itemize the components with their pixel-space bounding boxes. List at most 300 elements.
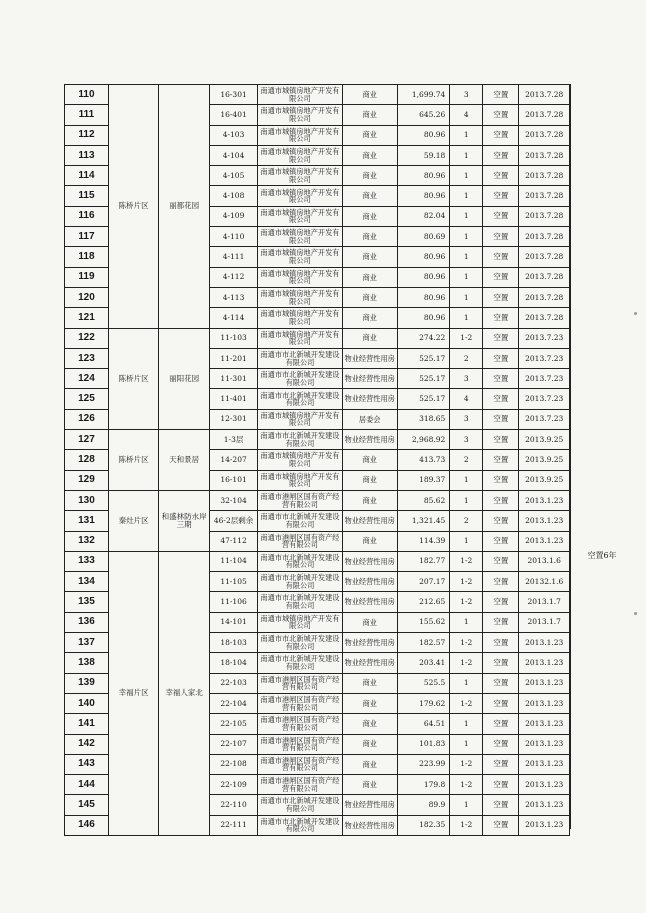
room-cell: 22-109	[209, 775, 257, 795]
room-cell: 4-104	[209, 145, 257, 165]
table-row	[65, 328, 570, 348]
room-cell: 11-401	[209, 389, 257, 409]
row-number: 146	[65, 815, 109, 835]
status-cell: 空置	[483, 490, 519, 510]
area-cell: 80.96	[397, 287, 450, 307]
room-cell: 4-114	[209, 308, 257, 328]
owner-cell: 南通市城镇房地产开发有限公司	[258, 328, 343, 348]
status-cell: 空置	[483, 227, 519, 247]
floor-cell: 1	[450, 531, 483, 551]
room-cell: 16-101	[209, 470, 257, 490]
owner-cell: 南通市港闸区国有资产经营有限公司	[258, 754, 343, 774]
owner-cell: 南通市市北新城开发建设有限公司	[258, 511, 343, 531]
date-cell: 2013.7.23	[519, 409, 570, 429]
usage-cell: 商业	[342, 673, 397, 693]
property-table	[64, 84, 570, 836]
usage-cell: 物业经营性用房	[342, 592, 397, 612]
status-cell: 空置	[483, 125, 519, 145]
area-cell: 189.37	[397, 470, 450, 490]
date-cell: 2013.1.23	[519, 673, 570, 693]
owner-cell: 南通市城镇房地产开发有限公司	[258, 308, 343, 328]
area-cell: 80.69	[397, 227, 450, 247]
owner-cell: 南通市港闸区国有资产经营有限公司	[258, 734, 343, 754]
date-cell: 2013.7.23	[519, 348, 570, 368]
floor-cell: 2	[450, 450, 483, 470]
row-number: 139	[65, 673, 109, 693]
floor-cell: 1	[450, 734, 483, 754]
owner-cell: 南通市城镇房地产开发有限公司	[258, 206, 343, 226]
date-cell: 2013.9.25	[519, 430, 570, 450]
floor-cell: 1-2	[450, 592, 483, 612]
date-cell: 2013.1.23	[519, 490, 570, 510]
floor-cell: 3	[450, 430, 483, 450]
floor-cell: 3	[450, 369, 483, 389]
floor-cell: 1-2	[450, 328, 483, 348]
date-cell: 2013.7.23	[519, 328, 570, 348]
room-cell: 11-106	[209, 592, 257, 612]
area-cell: 80.96	[397, 186, 450, 206]
area-cell: 182.35	[397, 815, 450, 835]
area-cell: 223.99	[397, 754, 450, 774]
floor-cell: 1	[450, 714, 483, 734]
owner-cell: 南通市市北新城开发建设有限公司	[258, 653, 343, 673]
table-row	[65, 551, 570, 571]
status-cell: 空置	[483, 673, 519, 693]
status-cell: 空置	[483, 186, 519, 206]
owner-cell: 南通市港闸区国有资产经营有限公司	[258, 693, 343, 713]
usage-cell: 商业	[342, 186, 397, 206]
room-cell: 11-103	[209, 328, 257, 348]
floor-cell: 1	[450, 186, 483, 206]
usage-cell: 商业	[342, 105, 397, 125]
status-cell: 空置	[483, 145, 519, 165]
remark-text: 空置6年	[587, 551, 617, 560]
owner-cell: 南通市城镇房地产开发有限公司	[258, 145, 343, 165]
area-cell: 318.65	[397, 409, 450, 429]
room-cell: 4-113	[209, 287, 257, 307]
date-cell: 2013.1.23	[519, 754, 570, 774]
usage-cell: 物业经营性用房	[342, 551, 397, 571]
room-cell: 4-105	[209, 166, 257, 186]
area-cell: 179.62	[397, 693, 450, 713]
room-cell: 1-3层	[209, 430, 257, 450]
area-cell: 64.51	[397, 714, 450, 734]
date-cell: 2013.7.28	[519, 145, 570, 165]
status-cell: 空置	[483, 511, 519, 531]
room-cell: 4-111	[209, 247, 257, 267]
usage-cell: 商业	[342, 470, 397, 490]
row-number: 122	[65, 328, 109, 348]
status-cell: 空置	[483, 267, 519, 287]
usage-cell: 商业	[342, 531, 397, 551]
usage-cell: 商业	[342, 450, 397, 470]
row-number: 116	[65, 206, 109, 226]
date-cell: 2013.7.28	[519, 166, 570, 186]
date-cell: 2013.1.7	[519, 592, 570, 612]
usage-cell: 商业	[342, 308, 397, 328]
owner-cell: 南通市港闸区国有资产经营有限公司	[258, 490, 343, 510]
area-cell: 82.04	[397, 206, 450, 226]
area-cell: 114.39	[397, 531, 450, 551]
owner-cell: 南通市市北新城开发建设有限公司	[258, 592, 343, 612]
date-cell: 2013.7.28	[519, 105, 570, 125]
owner-cell: 南通市市北新城开发建设有限公司	[258, 815, 343, 835]
row-number: 143	[65, 754, 109, 774]
row-number: 119	[65, 267, 109, 287]
usage-cell: 物业经营性用房	[342, 633, 397, 653]
status-cell: 空置	[483, 105, 519, 125]
area-cell: 80.96	[397, 267, 450, 287]
remark-column	[570, 84, 633, 829]
district-cell: 陈桥片区	[108, 328, 159, 429]
room-cell: 14-101	[209, 612, 257, 632]
row-number: 142	[65, 734, 109, 754]
area-cell: 80.96	[397, 308, 450, 328]
row-number: 131	[65, 511, 109, 531]
area-cell: 525.17	[397, 369, 450, 389]
usage-cell: 物业经营性用房	[342, 815, 397, 835]
project-cell: 天和景居	[159, 430, 210, 491]
owner-cell: 南通市城镇房地产开发有限公司	[258, 105, 343, 125]
status-cell: 空置	[483, 714, 519, 734]
status-cell: 空置	[483, 308, 519, 328]
area-cell: 413.73	[397, 450, 450, 470]
usage-cell: 居委会	[342, 409, 397, 429]
usage-cell: 商业	[342, 754, 397, 774]
date-cell: 2013.1.6	[519, 551, 570, 571]
row-number: 123	[65, 348, 109, 368]
owner-cell: 南通市市北新城开发建设有限公司	[258, 633, 343, 653]
area-cell: 80.96	[397, 247, 450, 267]
room-cell: 32-104	[209, 490, 257, 510]
usage-cell: 商业	[342, 693, 397, 713]
area-cell: 207.17	[397, 572, 450, 592]
row-number: 138	[65, 653, 109, 673]
floor-cell: 1	[450, 267, 483, 287]
date-cell: 2013.7.28	[519, 267, 570, 287]
row-number: 127	[65, 430, 109, 450]
floor-cell: 1	[450, 490, 483, 510]
owner-cell: 南通市城镇房地产开发有限公司	[258, 166, 343, 186]
owner-cell: 南通市城镇房地产开发有限公司	[258, 470, 343, 490]
row-number: 125	[65, 389, 109, 409]
date-cell: 2013.7.28	[519, 186, 570, 206]
usage-cell: 物业经营性用房	[342, 572, 397, 592]
date-cell: 20132.1.6	[519, 572, 570, 592]
owner-cell: 南通市城镇房地产开发有限公司	[258, 247, 343, 267]
date-cell: 2013.1.23	[519, 633, 570, 653]
floor-cell: 1	[450, 673, 483, 693]
owner-cell: 南通市市北新城开发建设有限公司	[258, 572, 343, 592]
date-cell: 2013.1.23	[519, 775, 570, 795]
project-cell: 丽阳花园	[159, 328, 210, 429]
status-cell: 空置	[483, 531, 519, 551]
row-number: 136	[65, 612, 109, 632]
row-number: 130	[65, 490, 109, 510]
row-number: 144	[65, 775, 109, 795]
usage-cell: 商业	[342, 287, 397, 307]
usage-cell: 物业经营性用房	[342, 511, 397, 531]
room-cell: 11-301	[209, 369, 257, 389]
area-cell: 179.8	[397, 775, 450, 795]
floor-cell: 1	[450, 247, 483, 267]
usage-cell: 物业经营性用房	[342, 348, 397, 368]
usage-cell: 商业	[342, 247, 397, 267]
room-cell: 4-110	[209, 227, 257, 247]
owner-cell: 南通市城镇房地产开发有限公司	[258, 612, 343, 632]
usage-cell: 商业	[342, 734, 397, 754]
status-cell: 空置	[483, 389, 519, 409]
area-cell: 80.96	[397, 125, 450, 145]
room-cell: 4-109	[209, 206, 257, 226]
row-number: 132	[65, 531, 109, 551]
owner-cell: 南通市城镇房地产开发有限公司	[258, 85, 343, 105]
area-cell: 80.96	[397, 166, 450, 186]
floor-cell: 1	[450, 308, 483, 328]
floor-cell: 1	[450, 612, 483, 632]
owner-cell: 南通市市北新城开发建设有限公司	[258, 795, 343, 815]
area-cell: 1,699.74	[397, 85, 450, 105]
owner-cell: 南通市港闸区国有资产经营有限公司	[258, 673, 343, 693]
usage-cell: 物业经营性用房	[342, 369, 397, 389]
status-cell: 空置	[483, 754, 519, 774]
usage-cell: 商业	[342, 125, 397, 145]
room-cell: 11-104	[209, 551, 257, 571]
floor-cell: 1-2	[450, 775, 483, 795]
area-cell: 525.17	[397, 348, 450, 368]
area-cell: 212.65	[397, 592, 450, 612]
status-cell: 空置	[483, 633, 519, 653]
status-cell: 空置	[483, 592, 519, 612]
date-cell: 2013.7.28	[519, 125, 570, 145]
usage-cell: 商业	[342, 206, 397, 226]
floor-cell: 3	[450, 409, 483, 429]
owner-cell: 南通市城镇房地产开发有限公司	[258, 287, 343, 307]
date-cell: 2013.7.28	[519, 227, 570, 247]
usage-cell: 商业	[342, 166, 397, 186]
date-cell: 2013.7.28	[519, 247, 570, 267]
floor-cell: 4	[450, 105, 483, 125]
district-cell: 陈桥片区	[108, 85, 159, 329]
owner-cell: 南通市市北新城开发建设有限公司	[258, 348, 343, 368]
status-cell: 空置	[483, 612, 519, 632]
floor-cell: 1-2	[450, 693, 483, 713]
room-cell: 4-112	[209, 267, 257, 287]
room-cell: 46-2层剩余	[209, 511, 257, 531]
project-cell: 和盛林防水岸三期	[159, 490, 210, 551]
status-cell: 空置	[483, 734, 519, 754]
table-body	[65, 85, 570, 836]
date-cell: 2013.1.23	[519, 531, 570, 551]
room-cell: 18-104	[209, 653, 257, 673]
status-cell: 空置	[483, 450, 519, 470]
owner-cell: 南通市城镇房地产开发有限公司	[258, 267, 343, 287]
room-cell: 22-110	[209, 795, 257, 815]
room-cell: 22-103	[209, 673, 257, 693]
area-cell: 155.62	[397, 612, 450, 632]
usage-cell: 商业	[342, 227, 397, 247]
row-number: 140	[65, 693, 109, 713]
date-cell: 2013.1.23	[519, 815, 570, 835]
status-cell: 空置	[483, 166, 519, 186]
area-cell: 2,968.92	[397, 430, 450, 450]
status-cell: 空置	[483, 348, 519, 368]
floor-cell: 1	[450, 227, 483, 247]
area-cell: 645.26	[397, 105, 450, 125]
room-cell: 22-108	[209, 754, 257, 774]
floor-cell: 3	[450, 85, 483, 105]
owner-cell: 南通市城镇房地产开发有限公司	[258, 227, 343, 247]
owner-cell: 南通市市北新城开发建设有限公司	[258, 389, 343, 409]
row-number: 114	[65, 166, 109, 186]
scan-dot	[634, 612, 637, 615]
table-row	[65, 490, 570, 510]
room-cell: 12-301	[209, 409, 257, 429]
area-cell: 1,321.45	[397, 511, 450, 531]
area-cell: 59.18	[397, 145, 450, 165]
status-cell: 空置	[483, 85, 519, 105]
row-number: 110	[65, 85, 109, 105]
date-cell: 2013.1.23	[519, 693, 570, 713]
status-cell: 空置	[483, 693, 519, 713]
status-cell: 空置	[483, 653, 519, 673]
room-cell: 4-103	[209, 125, 257, 145]
room-cell: 4-108	[209, 186, 257, 206]
row-number: 121	[65, 308, 109, 328]
usage-cell: 物业经营性用房	[342, 430, 397, 450]
date-cell: 2013.7.28	[519, 85, 570, 105]
floor-cell: 1-2	[450, 551, 483, 571]
row-number: 145	[65, 795, 109, 815]
usage-cell: 商业	[342, 145, 397, 165]
status-cell: 空置	[483, 247, 519, 267]
usage-cell: 物业经营性用房	[342, 795, 397, 815]
usage-cell: 物业经营性用房	[342, 653, 397, 673]
floor-cell: 2	[450, 348, 483, 368]
project-cell: 幸福人家北	[159, 551, 210, 835]
owner-cell: 南通市城镇房地产开发有限公司	[258, 409, 343, 429]
status-cell: 空置	[483, 470, 519, 490]
room-cell: 11-201	[209, 348, 257, 368]
floor-cell: 1	[450, 795, 483, 815]
room-cell: 18-103	[209, 633, 257, 653]
date-cell: 2013.1.23	[519, 795, 570, 815]
row-number: 120	[65, 287, 109, 307]
room-cell: 22-111	[209, 815, 257, 835]
area-cell: 525.17	[397, 389, 450, 409]
usage-cell: 商业	[342, 612, 397, 632]
status-cell: 空置	[483, 572, 519, 592]
floor-cell: 1-2	[450, 633, 483, 653]
area-cell: 101.83	[397, 734, 450, 754]
usage-cell: 商业	[342, 328, 397, 348]
area-cell: 203.41	[397, 653, 450, 673]
district-cell: 幸福片区	[108, 551, 159, 835]
floor-cell: 1	[450, 125, 483, 145]
row-number: 112	[65, 125, 109, 145]
row-number: 124	[65, 369, 109, 389]
date-cell: 2013.7.28	[519, 308, 570, 328]
room-cell: 47-112	[209, 531, 257, 551]
scan-dot	[634, 312, 637, 315]
row-number: 133	[65, 551, 109, 571]
row-number: 113	[65, 145, 109, 165]
room-cell: 16-401	[209, 105, 257, 125]
usage-cell: 商业	[342, 85, 397, 105]
row-number: 111	[65, 105, 109, 125]
room-cell: 16-301	[209, 85, 257, 105]
date-cell: 2013.1.23	[519, 714, 570, 734]
date-cell: 2013.1.23	[519, 734, 570, 754]
floor-cell: 1	[450, 287, 483, 307]
row-number: 141	[65, 714, 109, 734]
owner-cell: 南通市港闸区国有资产经营有限公司	[258, 775, 343, 795]
owner-cell: 南通市市北新城开发建设有限公司	[258, 430, 343, 450]
status-cell: 空置	[483, 775, 519, 795]
status-cell: 空置	[483, 287, 519, 307]
status-cell: 空置	[483, 328, 519, 348]
room-cell: 22-107	[209, 734, 257, 754]
owner-cell: 南通市港闸区国有资产经营有限公司	[258, 714, 343, 734]
area-cell: 274.22	[397, 328, 450, 348]
owner-cell: 南通市市北新城开发建设有限公司	[258, 551, 343, 571]
usage-cell: 商业	[342, 267, 397, 287]
room-cell: 22-104	[209, 693, 257, 713]
status-cell: 空置	[483, 430, 519, 450]
date-cell: 2013.7.23	[519, 369, 570, 389]
row-number: 129	[65, 470, 109, 490]
floor-cell: 2	[450, 511, 483, 531]
floor-cell: 1-2	[450, 754, 483, 774]
area-cell: 182.77	[397, 551, 450, 571]
area-cell: 182.57	[397, 633, 450, 653]
project-cell: 丽都花园	[159, 85, 210, 329]
table-row	[65, 85, 570, 105]
row-number: 118	[65, 247, 109, 267]
status-cell: 空置	[483, 815, 519, 835]
floor-cell: 1	[450, 470, 483, 490]
floor-cell: 1-2	[450, 815, 483, 835]
date-cell: 2013.9.25	[519, 450, 570, 470]
usage-cell: 商业	[342, 714, 397, 734]
floor-cell: 4	[450, 389, 483, 409]
row-number: 128	[65, 450, 109, 470]
date-cell: 2013.7.28	[519, 206, 570, 226]
owner-cell: 南通市港闸区国有资产经营有限公司	[258, 531, 343, 551]
floor-cell: 1	[450, 145, 483, 165]
date-cell: 2013.1.23	[519, 653, 570, 673]
usage-cell: 商业	[342, 775, 397, 795]
date-cell: 2013.7.23	[519, 389, 570, 409]
room-cell: 22-105	[209, 714, 257, 734]
district-cell: 陈桥片区	[108, 430, 159, 491]
row-number: 117	[65, 227, 109, 247]
row-number: 134	[65, 572, 109, 592]
floor-cell: 1	[450, 206, 483, 226]
date-cell: 2013.7.28	[519, 287, 570, 307]
floor-cell: 1-2	[450, 653, 483, 673]
room-cell: 11-105	[209, 572, 257, 592]
district-cell: 秦灶片区	[108, 490, 159, 551]
date-cell: 2013.1.7	[519, 612, 570, 632]
row-number: 137	[65, 633, 109, 653]
room-cell: 14-207	[209, 450, 257, 470]
owner-cell: 南通市市北新城开发建设有限公司	[258, 369, 343, 389]
area-cell: 89.9	[397, 795, 450, 815]
owner-cell: 南通市城镇房地产开发有限公司	[258, 450, 343, 470]
owner-cell: 南通市城镇房地产开发有限公司	[258, 125, 343, 145]
area-cell: 85.62	[397, 490, 450, 510]
